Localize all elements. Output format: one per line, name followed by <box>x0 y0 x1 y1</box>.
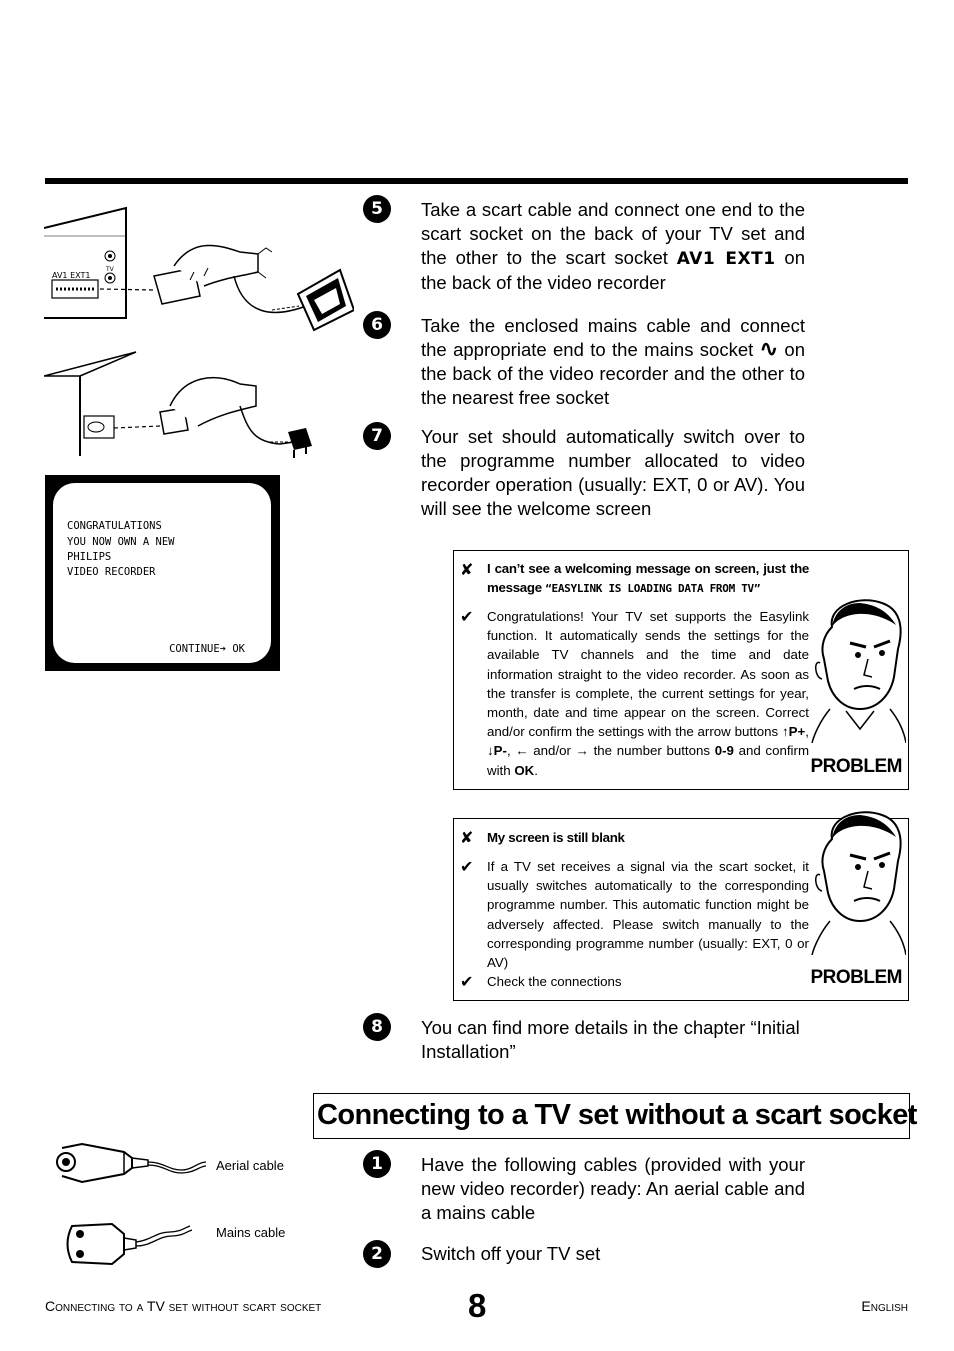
tv-socket-label: TV <box>106 266 114 273</box>
step-8-text: You can find more details in the chapter “Initial Installation” <box>421 1017 800 1062</box>
problem-1-message: “EASYLINK IS LOADING DATA FROM TV” <box>545 582 761 596</box>
socket-name: AV1 EXT1 <box>676 249 776 269</box>
page-number: 8 <box>468 1287 487 1324</box>
step-5-text-part: Take a scart cable and connect one end to the scart socket on the back of your TV set and the other to the scart socket <box>421 199 805 268</box>
button-p-minus: ↓P- <box>487 743 507 759</box>
button-numbers: 0-9 <box>714 743 734 759</box>
problem-2-answer-1: If a TV set receives a signal via the scart socket, it usually switches automatically to the corresponding programme number. This automatic function might be adversely affected. Please switch manually to the corresponding programme number (usually: EXT, 0 or AV) <box>487 859 809 971</box>
section-title: Connecting to a TV set without a scart socket <box>313 1093 910 1139</box>
problem-label: PROBLEM <box>810 756 902 777</box>
welcome-screen-display <box>53 483 271 663</box>
scart-connection-illustration <box>44 206 354 340</box>
problem-1-answer-text: the number buttons <box>588 743 715 759</box>
socket-label: AV1 EXT1 <box>52 271 91 280</box>
problem-label: PROBLEM <box>810 967 902 988</box>
step-2-number: 2 <box>363 1240 391 1268</box>
button-right: → <box>575 743 589 759</box>
step-2-text: Switch off your TV set <box>421 1243 601 1264</box>
step-6-number: 6 <box>363 311 391 339</box>
step-5-text-part: on the back of the video recorder <box>421 247 805 293</box>
aerial-cable-label: Aerial cable <box>216 1158 284 1173</box>
step-6-text <box>421 314 805 410</box>
problem-face-icon <box>810 809 906 955</box>
arrow-right-icon: ➔ <box>219 643 227 655</box>
step-7-text: Your set should automatically switch over to the programme number allocated to video recorder operation (usually: EXT, 0 or AV). You will see the welcome screen <box>421 426 805 519</box>
check-icon: ✔ <box>460 972 474 991</box>
top-rule <box>45 178 908 184</box>
problem-1-question <box>487 559 809 598</box>
welcome-line-2: YOU NOW OWN A NEW <box>67 536 175 548</box>
step-5-text <box>421 198 805 295</box>
welcome-line-1: CONGRATULATIONS <box>67 520 162 532</box>
problem-1-answer-text: and/or <box>528 743 576 759</box>
mains-socket-icon: ∿ <box>759 336 779 361</box>
continue-label: CONTINUE <box>169 643 220 655</box>
problem-box-1 <box>453 550 909 790</box>
ok-label: OK <box>232 643 245 655</box>
welcome-line-4: VIDEO RECORDER <box>67 566 156 578</box>
button-left: ← <box>515 743 529 759</box>
problem-box-2 <box>453 818 909 1001</box>
button-p-plus: ↑P+ <box>782 724 806 740</box>
problem-1-answer-text: Congratulations! Your TV set supports the Easylink function. It automatically sends the settings for the available TV channels and the time and date information straight to the video recorder. As soon as the transfer is complete, the current settings for year, month, date and time appear on the screen. Correct and/or confirm the settings with the arrow buttons <box>487 609 809 740</box>
mains-connection-illustration <box>44 350 344 462</box>
problem-face-icon <box>810 597 906 743</box>
mains-cable-label: Mains cable <box>216 1225 286 1240</box>
step-6-text-part: Take the enclosed mains cable and connect the appropriate end to the mains socket <box>421 315 805 360</box>
welcome-continue-hint <box>169 643 245 655</box>
button-ok: OK <box>514 762 535 778</box>
welcome-line-3: PHILIPS <box>67 551 112 563</box>
aerial-cable-icon <box>52 1140 212 1190</box>
problem-1-answer-text: and confirm with <box>487 743 810 778</box>
cross-icon: ✘ <box>460 828 474 847</box>
footer-language: English <box>861 1298 908 1314</box>
problem-2-answer-2: Check the connections <box>487 974 622 989</box>
step-6-text-part: on the back of the video recorder and the other to the nearest free socket <box>421 339 805 408</box>
check-icon: ✔ <box>460 607 474 626</box>
step-8-number: 8 <box>363 1013 391 1041</box>
step-7-number: 7 <box>363 422 391 450</box>
problem-1-question-text: I can’t see a welcoming message on screen, just the message <box>487 561 809 596</box>
problem-1-answer: Congratulations! Your TV set supports the Easylink function. It automatically sends the settings for the available TV channels and the time and date information straight to the video recorder. As soon as the transfer is complete, the current settings for year, month, date and time appear on the screen. Correct and/or confirm the settings with the arrow buttons ↑P+, ↓P-, ← and/or → the number buttons 0-9 and confirm with OK. <box>487 609 810 778</box>
footer-section-name: Connecting to a TV set without scart socket <box>45 1298 322 1314</box>
check-icon: ✔ <box>460 857 474 876</box>
welcome-screen <box>45 475 280 671</box>
problem-2-question: My screen is still blank <box>487 830 625 845</box>
cross-icon: ✘ <box>460 560 474 579</box>
step-5-number: 5 <box>363 195 391 223</box>
step-1-text: Have the following cables (provided with your new video recorder) ready: An aerial cable and a mains cable <box>421 1154 805 1223</box>
step-1-number: 1 <box>363 1150 391 1178</box>
mains-cable-icon <box>68 1224 193 1264</box>
